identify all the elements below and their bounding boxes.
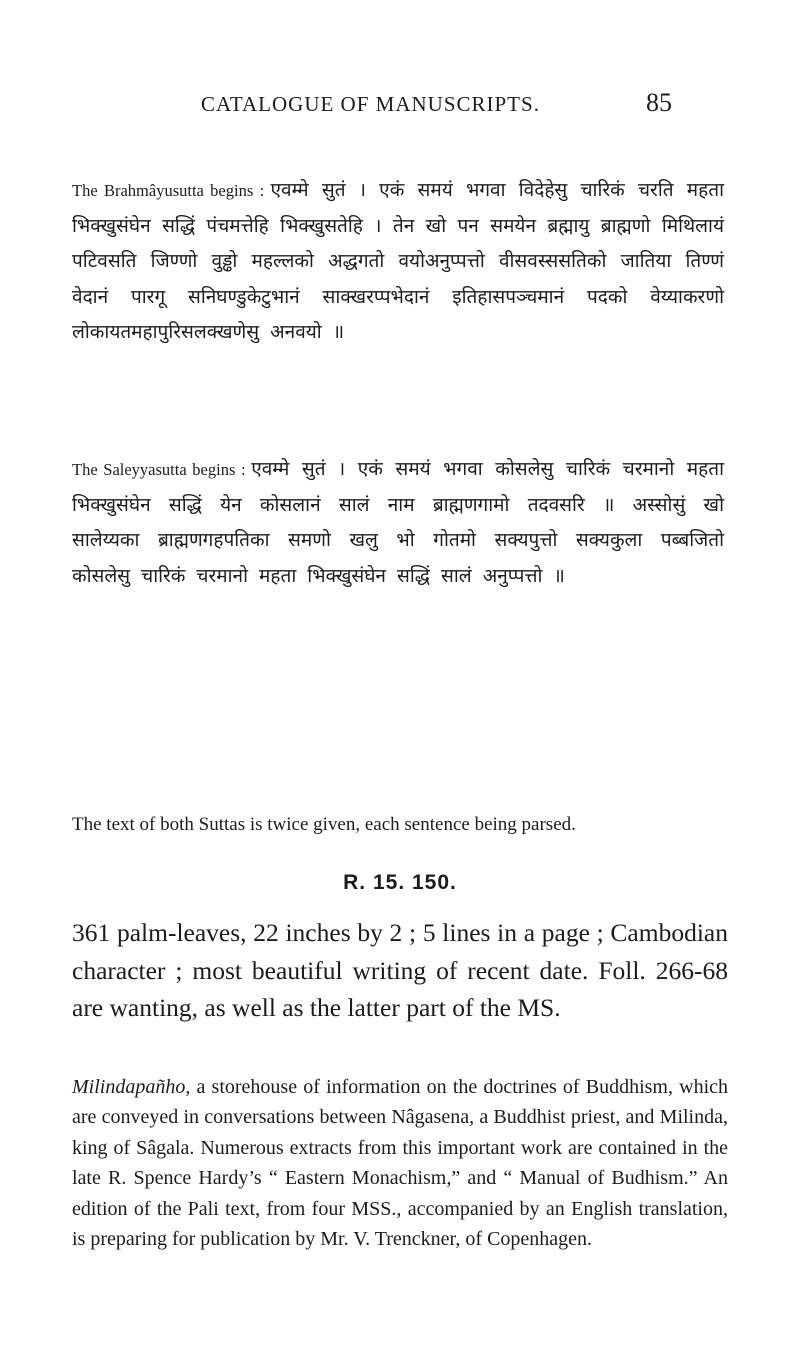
shelfmark-heading: R. 15. 150. bbox=[343, 871, 457, 894]
work-title: Milindapañho, bbox=[72, 1076, 191, 1098]
brahmayusutta-block bbox=[72, 173, 724, 351]
manuscript-description: 361 palm-leaves, 22 inches by 2 ; 5 lines in a page ; Cambodian character ; most beautiful writing of recent date. Foll. 266-68 are wanting, as well as the latter part of the MS. bbox=[72, 918, 728, 1022]
running-title: CATALOGUE OF MANUSCRIPTS. bbox=[201, 92, 540, 116]
parsing-note: The text of both Suttas is twice given, each sentence being parsed. bbox=[72, 814, 576, 835]
brahmayusutta-paragraph bbox=[72, 173, 724, 351]
saleyyasutta-block bbox=[72, 452, 724, 594]
saleyyasutta-text: एवम्मे सुतं । एकं समयं भगवा कोसलेसु चारिकं चरमानो महता भिक्खुसंघेन सद्धिं येन कोसलानं सालं नाम ब्राह्मणगामो तदवसरि ॥ अस्सोसुं खो सालेय्यका ब्राह्मणगहपतिका समणो खलु भो गोतमो सक्यपुत्तो सक्यकुला पब्बजितो कोसलेसु चारिकं चरमानो महता भिक्खुसंघेन सद्धिं सालं अनुप्पत्तो ॥ bbox=[72, 458, 724, 587]
brahmayusutta-text: एवम्मे सुतं । एकं समयं भगवा विदेहेसु चारिकं चरति महता भिक्खुसंघेन सद्धिं पंचमत्तेहि भिक्खुसतेहि । तेन खो पन समयेन ब्रह्मायु ब्राह्मणो मिथिलायं पटिवसति जिण्णो वुड्ढो महल्लको अद्धगतो वयोअनुप्पत्तो वीसवस्ससतिको जातिया तिण्णं वेदानं पारगू सनिघण्डुकेटुभानं साक्खरप्पभेदानं इतिहासपञ्चमानं पदको वेय्याकरणो लोकायतमहापुरिसलक्खणेसु अनवयो ॥ bbox=[72, 179, 725, 343]
saleyyasutta-paragraph bbox=[72, 452, 724, 594]
work-description-text: a storehouse of information on the doctrines of Buddhism, which are conveyed in conversations between Nâgasena, a Buddhist priest, and Milinda, king of Sâgala. Numerous extracts from this important work are contained in the late R. Spence Hardy’s “ Eastern Monachism,” and “ Manual of Budhism.” An edition of the Pali text, from four MSS., accompanied by an English translation, is preparing for publication by Mr. V. Trenckner, of Copenhagen. bbox=[72, 1076, 728, 1251]
page-number: 85 bbox=[646, 88, 672, 117]
brahmayusutta-label: The Brahmâyusutta begins : bbox=[72, 181, 265, 200]
work-description bbox=[72, 1072, 728, 1254]
page-header bbox=[0, 88, 800, 132]
saleyyasutta-label: The Saleyyasutta begins : bbox=[72, 460, 246, 479]
